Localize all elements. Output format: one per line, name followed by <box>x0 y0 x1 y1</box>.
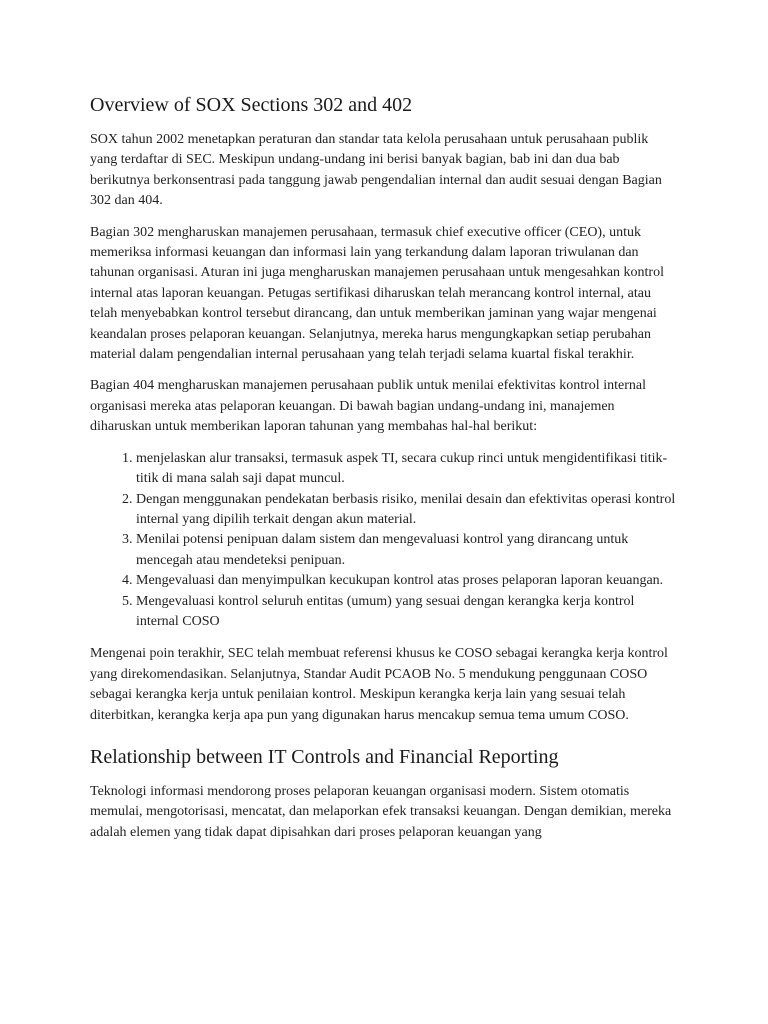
section-heading-sox-overview: Overview of SOX Sections 302 and 402 <box>90 94 413 116</box>
list-item: 1. menjelaskan alur transaksi, termasuk aspek TI, secara cukup rinci untuk mengidentifikasi titik-titik di mana salah saji dapat muncul. <box>136 449 678 490</box>
numbered-list-404-requirements <box>90 449 678 633</box>
list-item: 4. Mengevaluasi dan menyimpulkan kecukupan kontrol atas proses pelaporan laporan keuangan. <box>136 571 678 591</box>
list-item: 3. Menilai potensi penipuan dalam sistem dan mengevaluasi kontrol yang dirancang untuk mencegah atau mendeteksi penipuan. <box>136 530 678 571</box>
paragraph-coso-reference: Mengenai poin terakhir, SEC telah membuat referensi khusus ke COSO sebagai kerangka kerja kontrol yang direkomendasikan. Selanjutnya, Standar Audit PCAOB No. 5 mendukung penggunaan COSO sebagai kerangka kerja untuk penilaian kontrol. Meskipun kerangka kerja lain yang sesuai telah diterbitkan, kerangka kerja apa pun yang digunakan harus mencakup semua tema umum COSO. <box>90 646 668 723</box>
list-item: 5. Mengevaluasi kontrol seluruh entitas (umum) yang sesuai dengan kerangka kerja kontrol internal COSO <box>136 592 678 633</box>
section-heading-it-controls: Relationship between IT Controls and Financial Reporting <box>90 745 559 768</box>
paragraph-section-302: Bagian 302 mengharuskan manajemen perusahaan, termasuk chief executive officer (CEO), untuk memeriksa informasi keuangan dan informasi lain yang terkandung dalam laporan triwulanan dan tahunan organisasi. Aturan ini juga mengharuskan manajemen perusahaan untuk mengesahkan kontrol internal atas laporan keuangan. Petugas sertifikasi diharuskan telah merancang kontrol internal, atau telah menyebabkan kontrol tersebut dirancang, dan untuk memberikan jaminan yang wajar mengenai keandalan proses pelaporan keuangan. Selanjutnya, mereka harus mengungkapkan setiap perubahan material dalam pengendalian internal perusahaan yang telah terjadi selama kuartal fiskal terakhir. <box>90 224 664 363</box>
paragraph-it-financial-reporting: Teknologi informasi mendorong proses pelaporan keuangan organisasi modern. Sistem otomatis memulai, mengotorisasi, mencatat, dan melaporkan efek transaksi keuangan. Dengan demikian, mereka adalah elemen yang tidak dapat dipisahkan dari proses pelaporan keuangan yang <box>90 783 672 840</box>
paragraph-sox-intro: SOX tahun 2002 menetapkan peraturan dan standar tata kelola perusahaan untuk perusahaan publik yang terdaftar di SEC. Meskipun undang-undang ini berisi banyak bagian, bab ini dan dua bab berikutnya berkonsentrasi pada tanggung jawab pengendalian internal dan audit sesuai dengan Bagian 302 dan 404. <box>90 132 662 209</box>
paragraph-section-404: Bagian 404 mengharuskan manajemen perusahaan publik untuk menilai efektivitas kontrol internal organisasi mereka atas pelaporan keuangan. Di bawah bagian undang-undang ini, manajemen diharuskan untuk memberikan laporan tahunan yang membahas hal-hal berikut: <box>90 378 646 435</box>
list-item: 2. Dengan menggunakan pendekatan berbasis risiko, menilai desain dan efektivitas operasi kontrol internal yang dipilih terkait dengan akun material. <box>136 490 678 531</box>
